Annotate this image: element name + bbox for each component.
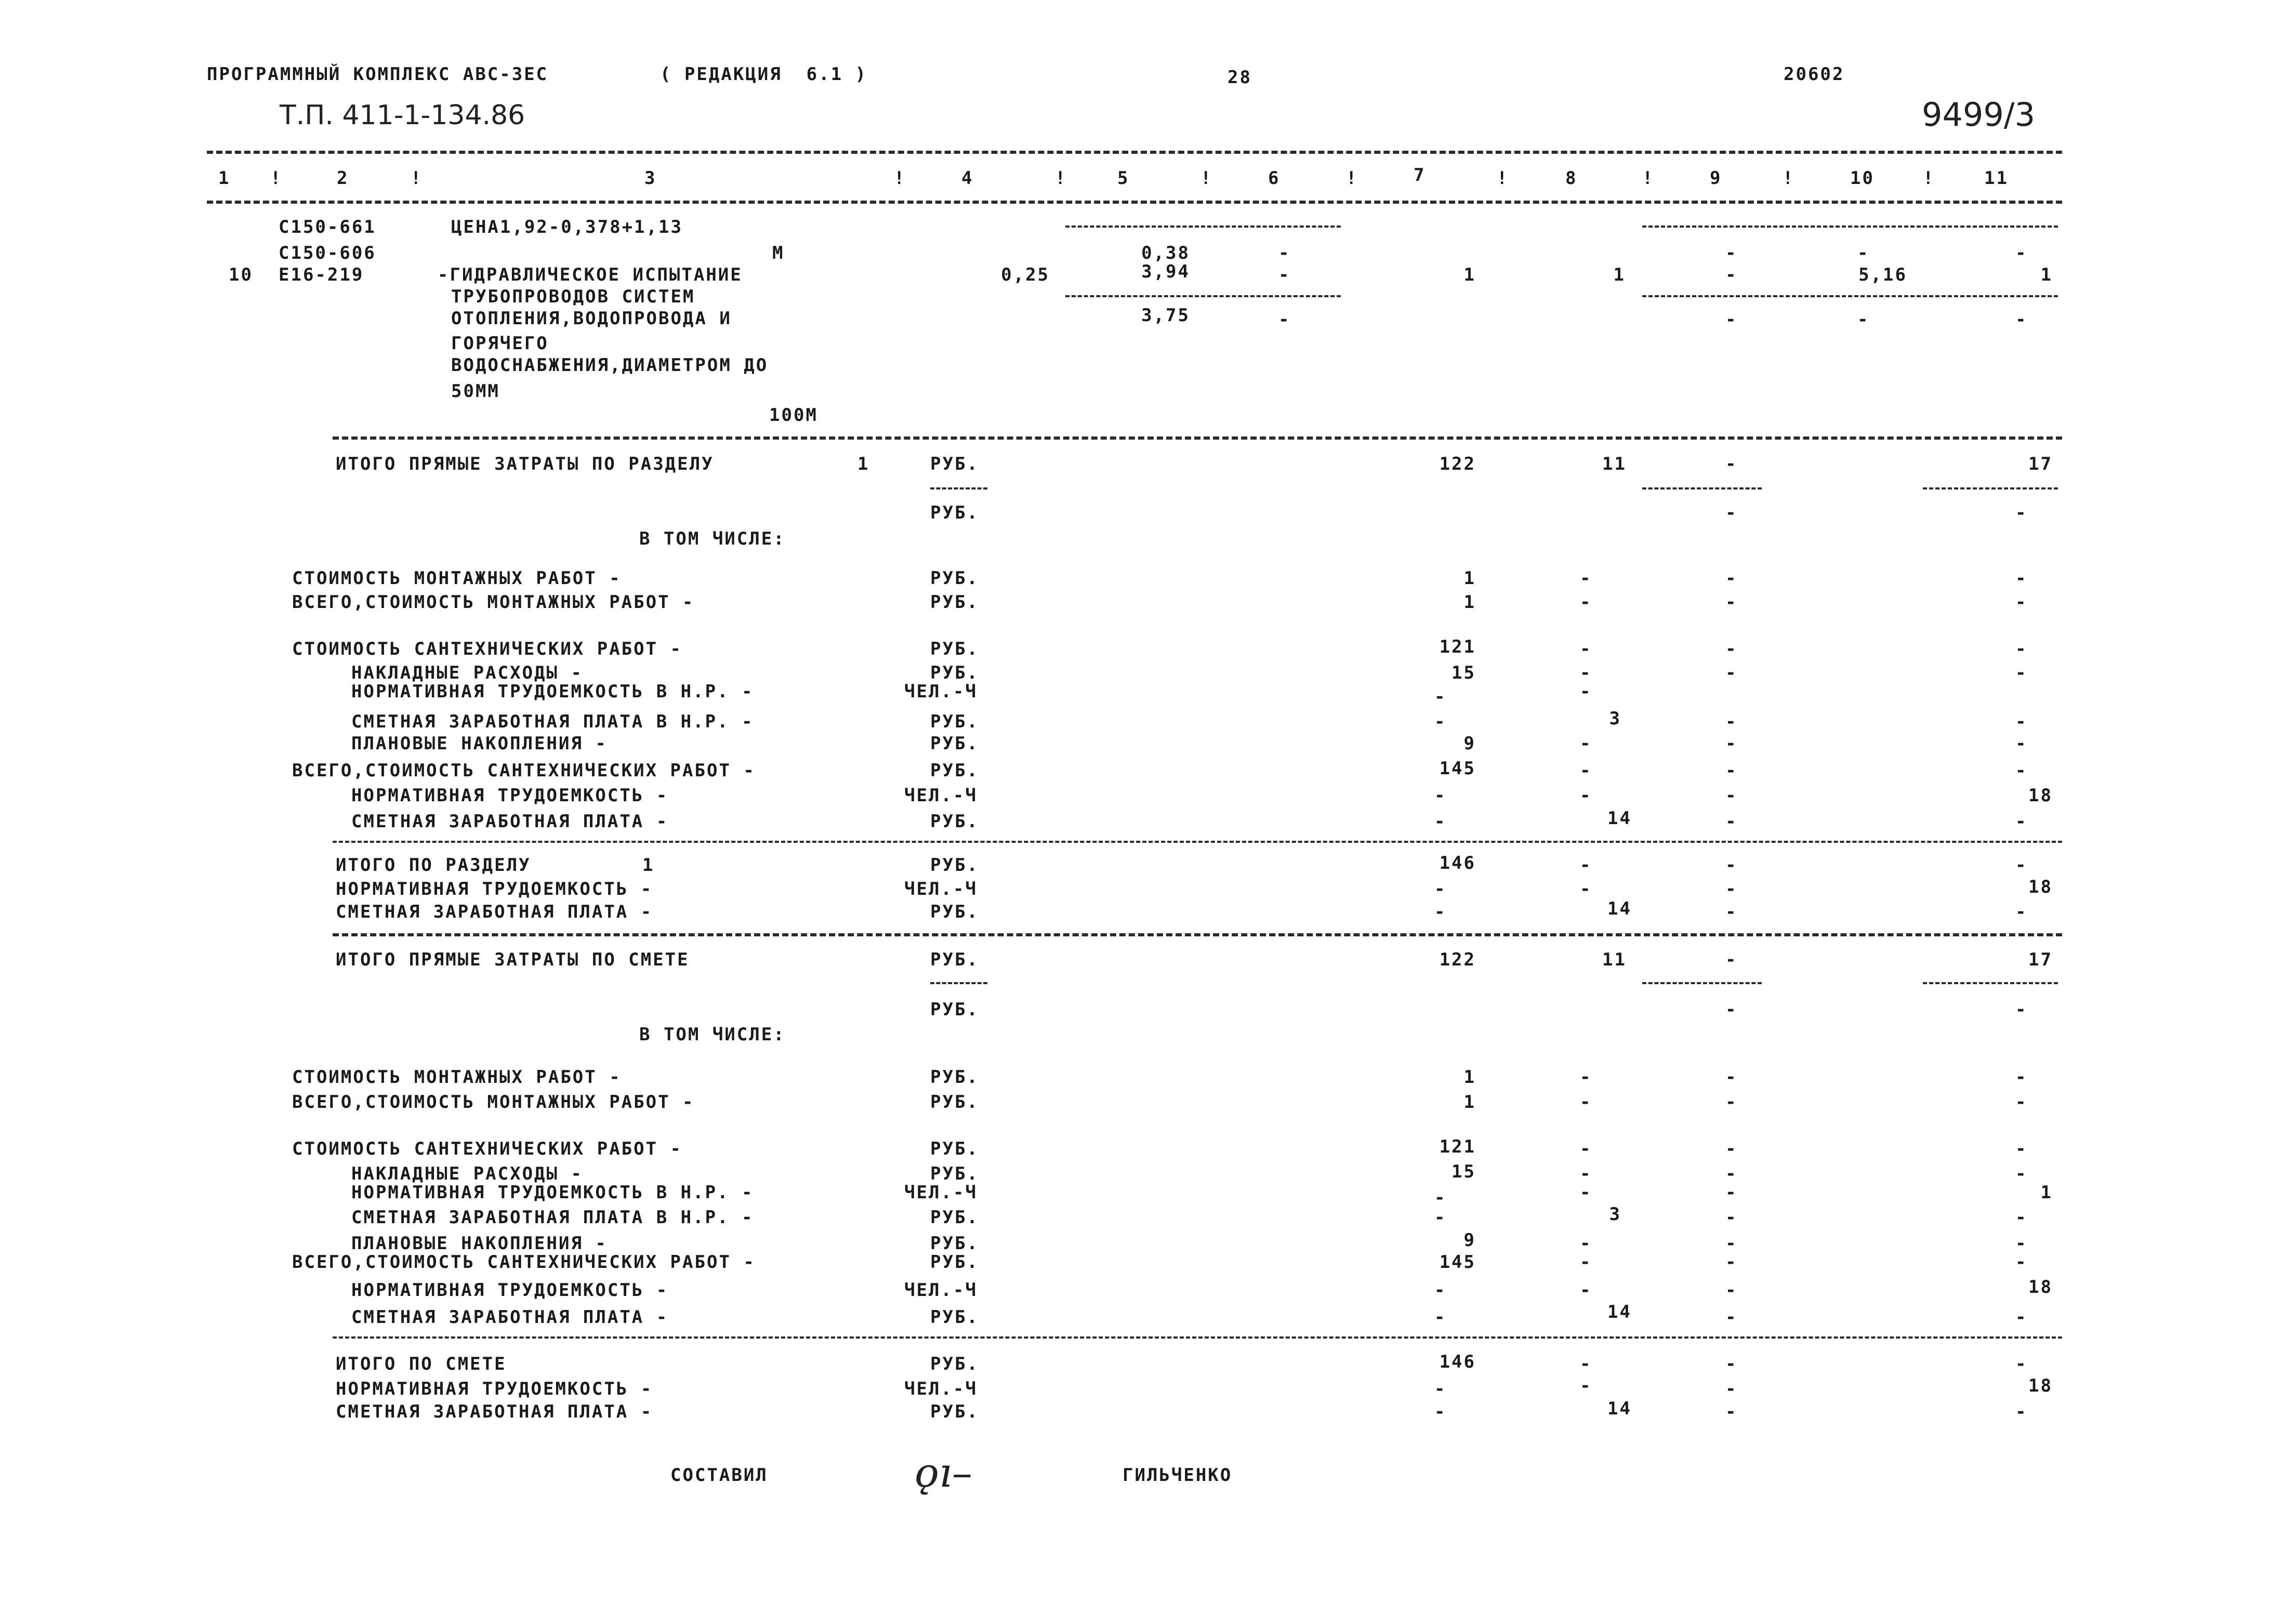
signature-image: ǫı– [915,1450,972,1497]
section-rule [333,436,2062,440]
item-col11: 1 [2040,264,2053,285]
section-direct-col7: 122 [1439,454,1476,474]
item-quantity: 0,25 [1001,264,1050,285]
item-number: 10 [229,264,253,285]
page-number: 28 [1228,67,1252,88]
section-direct-label: ИТОГО ПРЯМЫЕ ЗАТРАТЫ ПО РАЗДЕЛУ [336,454,714,474]
item-description-line-1: -ГИДРАВЛИЧЕСКОЕ ИСПЫТАНИЕ [438,264,743,285]
column-number-10: 10 [1850,168,1875,189]
estimate-direct-col11: 17 [2028,949,2053,970]
table-top-rule [207,151,2062,154]
item-unit: 100М [769,405,818,426]
item-value-038: 0,38 [1141,243,1190,263]
column-number-8: 8 [1565,168,1578,189]
compiled-by-label: СОСТАВИЛ [670,1465,768,1486]
compiler-name: ГИЛЬЧЕНКО [1123,1465,1233,1486]
section-direct-number: 1 [857,454,870,474]
document-code: 20602 [1784,64,1845,85]
estimate-total-labor-col11: 18 [2028,1375,2053,1396]
column-header-rule [207,201,2062,204]
item-col10: 5,16 [1858,264,1907,285]
estimate-total-col7: 146 [1439,1352,1476,1372]
estimate-total-wage-col8: 14 [1607,1398,1632,1419]
column-number-5: 5 [1117,168,1130,189]
item-price-formula: ЦЕНА1,92-0,378+1,13 [451,217,683,237]
item-value-394: 3,94 [1141,261,1190,282]
item-code-1: С150-661 [279,217,376,237]
item-description-line-6: 50ММ [451,381,500,402]
section-direct-col8: 11 [1602,454,1627,474]
section-total-number: 1 [642,855,655,876]
item-unit-m: М [772,243,785,263]
item-col7: 1 [1463,264,1476,285]
estimate-including: В ТОМ ЧИСЛЕ: [639,1024,786,1045]
item-code-3: Е16-219 [279,264,364,285]
item-description-line-4: ГОРЯЧЕГО [451,333,549,354]
column-number-9: 9 [1710,168,1722,189]
edition-label: ( РЕДАКЦИЯ 6.1 ) [660,64,867,85]
item-value-375: 3,75 [1141,305,1190,326]
column-number-6: 6 [1268,168,1281,189]
estimate-page: ПРОГРАММНЫЙ КОМПЛЕКС АВС-3ЕС ( РЕДАКЦИЯ 6.1 ) 28 20602 Т.П. 411-1-134.86 9499/3 1 2 3 4 5 6 7 8 9 10 11 ! ! ! ! ! ! ! ! ! ! С150-661 ЦЕНА1,92-0,378+1,13 С150-606 М 0,38 - - - - 10 Е16-219 -ГИДРАВЛИЧЕСКОЕ ИСПЫТАНИЕ 0,25 3,94 - 1 1 - 5,16 1 ТРУБОПРОВОДОВ СИСТЕМ ОТОПЛЕНИЯ,ВОДОПРОВОДА И 3,75 - - - - ГОРЯЧЕГО ВОДОСНАБЖЕНИЯ,ДИАМЕТРОМ ДО 50ММ 100М ИТОГО ПРЯМЫЕ ЗАТРАТЫ ПО РАЗДЕЛУ 1 РУБ. 122 11 - 17 РУБ. - - В ТОМ ЧИСЛЕ: СТОИМОСТЬ МОНТАЖНЫХ РАБОТ - РУБ. 1 - - - ВСЕГО,СТОИМОСТЬ МОНТАЖНЫХ РАБОТ - РУБ. 1 - - - СТОИМОСТЬ САНТЕХНИЧЕСКИХ РАБОТ - РУБ. 121 - - - НАКЛАДНЫЕ РАСХОДЫ - РУБ. 15 - - - НОРМАТИВНАЯ ТРУДОЕМКОСТЬ В Н.Р. - ЧЕЛ.-Ч - - СМЕТНАЯ ЗАРАБОТНАЯ ПЛАТА В Н.Р. - РУБ. - 3 - - ПЛАНОВЫЕ НАКОПЛЕНИЯ - РУБ. 9 - - - ВСЕГО,СТОИМОСТЬ САНТЕХНИЧЕСКИХ РАБОТ - РУБ. 145 - - - НОРМАТИВНАЯ ТРУДОЕМКОСТЬ - ЧЕЛ.-Ч - - - 18 СМЕТНАЯ ЗАРАБОТНАЯ ПЛАТА - РУБ. - 14 - - ИТОГО ПО РАЗДЕЛУ 1 РУБ. 146 - - - НОРМАТИВНАЯ ТРУДОЕМКОСТЬ - ЧЕЛ.-Ч - - - 18 СМЕТНАЯ ЗАРАБОТНАЯ ПЛАТА - РУБ. - 14 - - ИТОГО ПРЯМЫЕ ЗАТРАТЫ ПО СМЕТЕ РУБ. 122 11 - 17 РУБ. - - В ТОМ ЧИСЛЕ: СТОИМОСТЬ МОНТАЖНЫХ РАБОТ - РУБ. 1 - - - ВСЕГО,СТОИМОСТЬ МОНТАЖНЫХ РАБОТ - РУБ. 1 - - - СТОИМОСТЬ САНТЕХНИЧЕСКИХ РАБОТ - РУБ. 121 - - - НАКЛАДНЫЕ РАСХОДЫ - РУБ. 15 - - - НОРМАТИВНАЯ ТРУДОЕМКОСТЬ В Н.Р. - ЧЕЛ.-Ч - - - 1 СМЕТНАЯ ЗАРАБОТНАЯ ПЛАТА В Н.Р. - РУБ. - 3 - - ПЛАНОВЫЕ НАКОПЛЕНИЯ - РУБ. 9 - - - ВСЕГО,СТОИМОСТЬ САНТЕХНИЧЕСКИХ РАБОТ - РУБ. 145 - - - НОРМАТИВНАЯ ТРУДОЕМКОСТЬ - ЧЕЛ.-Ч - - - 18 СМЕТНАЯ ЗАРАБОТНАЯ ПЛАТА - РУБ. - 14 - - ИТОГО ПО СМЕТЕ РУБ. 146 - - - НОРМАТИВНАЯ ТРУДОЕМКОСТЬ - ЧЕЛ.-Ч - - - 18 СМЕТНАЯ ЗАРАБОТНАЯ ПЛАТА - РУБ. - 14 - - СОСТАВИЛ ǫı– ГИЛЬЧЕНКО [0,0,2296,1602]
item-col8: 1 [1613,264,1626,285]
column-number-1: 1 [218,168,231,189]
column-number-7: 7 [1414,165,1426,186]
column-number-11: 11 [1984,168,2009,189]
estimate-direct-col8: 11 [1602,949,1627,970]
handwritten-sheet-number: 9499/3 [1922,96,2036,134]
section-total-wage-col8: 14 [1607,898,1632,919]
section-total-label: ИТОГО ПО РАЗДЕЛУ [336,855,531,876]
column-number-4: 4 [961,168,974,189]
column-number-2: 2 [337,168,349,189]
estimate-total-label: ИТОГО ПО СМЕТЕ [336,1354,507,1374]
estimate-direct-label: ИТОГО ПРЯМЫЕ ЗАТРАТЫ ПО СМЕТЕ [336,949,690,970]
section-direct-col11: 17 [2028,454,2053,474]
item-description-line-3: ОТОПЛЕНИЯ,ВОДОПРОВОДА И [451,308,732,329]
column-number-3: 3 [644,168,657,189]
item-description-line-2: ТРУБОПРОВОДОВ СИСТЕМ [451,286,695,307]
item-code-2: С150-606 [279,243,376,263]
handwritten-project-number: Т.П. 411-1-134.86 [280,100,525,131]
estimate-direct-col7: 122 [1439,949,1476,970]
section-including: В ТОМ ЧИСЛЕ: [639,528,786,549]
section-total-labor-col11: 18 [2028,877,2053,897]
item-description-line-5: ВОДОСНАБЖЕНИЯ,ДИАМЕТРОМ ДО [451,355,769,376]
program-title: ПРОГРАММНЫЙ КОМПЛЕКС АВС-3ЕС [207,64,549,85]
section-total-col7: 146 [1439,853,1476,873]
